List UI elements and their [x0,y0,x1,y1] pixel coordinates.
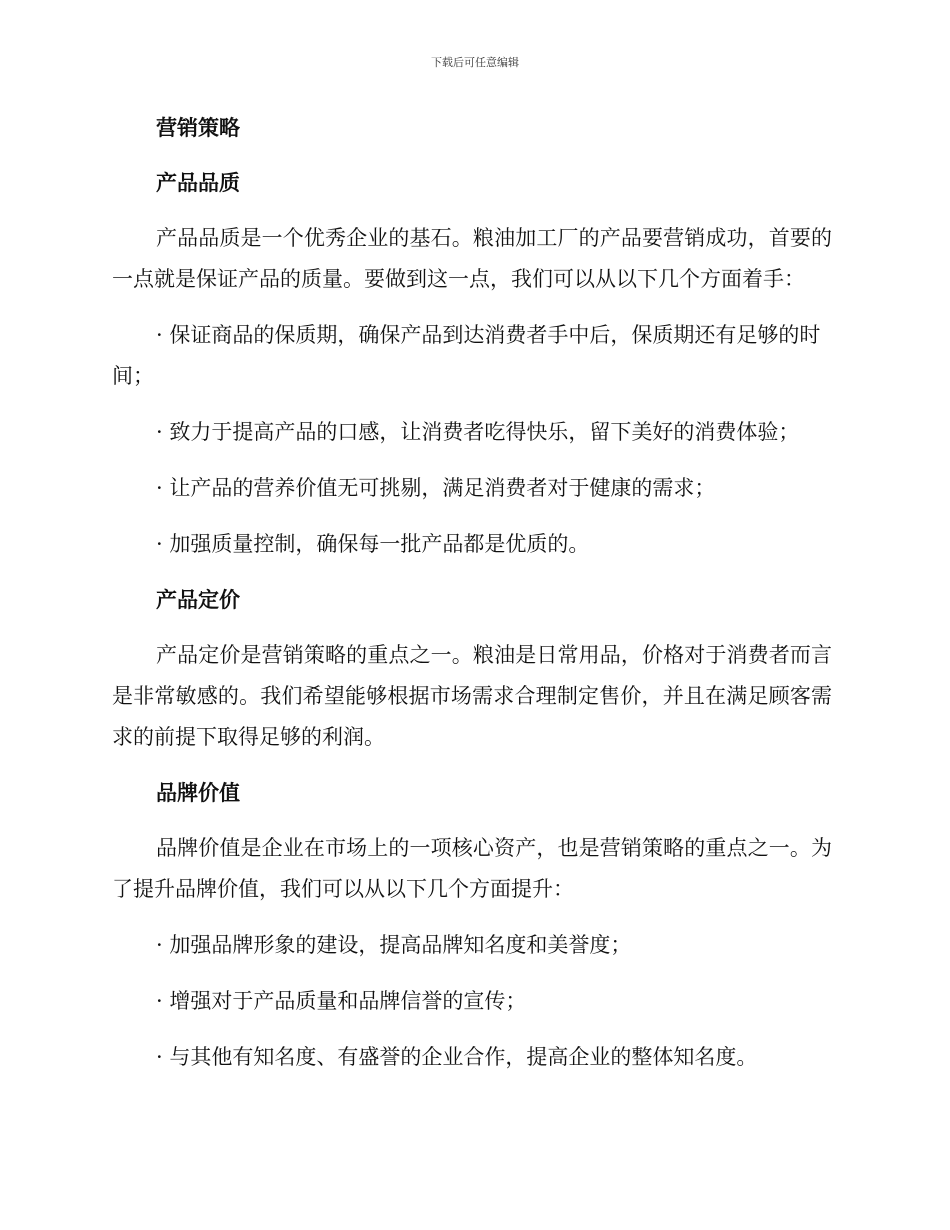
quality-bullet-item: · 保证商品的保质期，确保产品到达消费者手中后，保质期还有足够的时间； [112,323,821,388]
quality-intro-paragraph: 产品品质是一个优秀企业的基石。粮油加工厂的产品要营销成功，首要的一点就是保证产品的质量。要做到这一点，我们可以从以下几个方面着手： [112,226,832,291]
document-title: 营销策略 [156,115,240,140]
brand-bullet-item: · 与其他有知名度、有盛誉的企业合作，提高企业的整体知名度。 [156,1045,758,1069]
page-header-note: 下载后可任意编辑 [431,56,519,69]
pricing-paragraph: 产品定价是营销策略的重点之一。粮油是日常用品，价格对于消费者而言是非常敏感的。我们希望能够根据市场需求合理制定售价，并且在满足顾客需求的前提下取得足够的利润。 [112,643,832,749]
quality-bullet-item: · 致力于提高产品的口感，让消费者吃得快乐，留下美好的消费体验； [156,420,800,444]
quality-bullet-item: · 加强质量控制，确保每一批产品都是优质的。 [156,532,590,556]
quality-bullet-item: · 让产品的营养价值无可挑剔，满足消费者对于健康的需求； [156,476,716,500]
section-heading-pricing: 产品定价 [156,587,240,612]
section-heading-quality: 产品品质 [156,170,240,195]
section-heading-brand: 品牌价值 [156,780,240,805]
brand-intro-paragraph: 品牌价值是企业在市场上的一项核心资产，也是营销策略的重点之一。为了提升品牌价值，我们可以从以下几个方面提升： [112,836,832,901]
brand-bullet-item: · 加强品牌形象的建设，提高品牌知名度和美誉度； [156,933,632,957]
document-body [112,108,832,1093]
brand-bullet-item: · 增强对于产品质量和品牌信誉的宣传； [156,989,527,1013]
